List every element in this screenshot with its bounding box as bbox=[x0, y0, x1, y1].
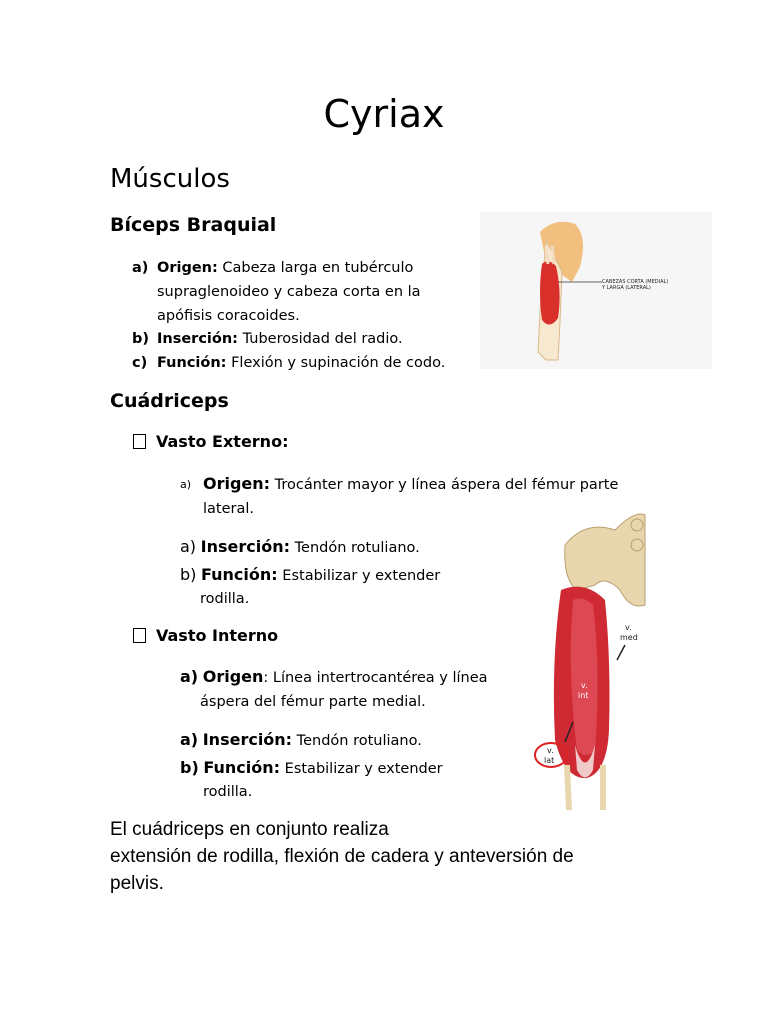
vasto-interno-label: Vasto Interno bbox=[156, 626, 279, 645]
list-marker: a) bbox=[180, 667, 199, 686]
biceps-funcion-item bbox=[132, 351, 147, 375]
item-text: supraglenoideo y cabeza corta en la bbox=[157, 284, 421, 300]
figure-label: lat bbox=[544, 756, 555, 765]
vasto-externo-funcion-cont: rodilla. bbox=[200, 591, 250, 607]
biceps-insercion-item bbox=[132, 327, 149, 351]
item-text: Tendón rotuliano. bbox=[292, 733, 422, 749]
list-marker: c) bbox=[132, 355, 148, 371]
vasto-interno-funcion bbox=[180, 756, 443, 781]
biceps-heading: Bíceps Braquial bbox=[110, 214, 277, 236]
figure-label: med bbox=[620, 633, 638, 642]
vasto-externo-insercion bbox=[180, 535, 420, 560]
biceps-illustration bbox=[480, 212, 712, 369]
vasto-externo-funcion bbox=[180, 563, 440, 588]
list-marker: a) bbox=[180, 537, 197, 556]
item-text: Estabilizar y extender bbox=[277, 568, 441, 584]
biceps-funcion-text bbox=[157, 351, 445, 375]
vasto-interno-origen-cont: áspera del fémur parte medial. bbox=[200, 694, 426, 710]
page-title: Cyriax bbox=[323, 92, 445, 136]
cuadriceps-illustration bbox=[525, 510, 647, 822]
vasto-interno-heading bbox=[133, 626, 278, 645]
item-text: Estabilizar y extender bbox=[280, 761, 443, 777]
summary-line: extensión de rodilla, flexión de cadera y anteversión de bbox=[110, 846, 574, 867]
figure-label: v. bbox=[581, 681, 588, 690]
biceps-origen-item bbox=[132, 256, 148, 280]
biceps-figure-label: CABEZAS CORTA (MEDIAL) bbox=[602, 279, 669, 285]
item-text: : Línea intertrocantérea y línea bbox=[263, 670, 488, 686]
item-text: apófisis coracoides. bbox=[157, 308, 300, 324]
biceps-origen-text bbox=[157, 256, 421, 328]
item-text: Tuberosidad del radio. bbox=[237, 331, 403, 347]
checkbox-icon bbox=[133, 434, 146, 449]
item-text: Flexión y supinación de codo. bbox=[226, 355, 446, 371]
item-label: Inserción: bbox=[157, 331, 238, 347]
biceps-insercion-text bbox=[157, 327, 403, 351]
item-label: Inserción: bbox=[200, 537, 291, 556]
list-marker: b) bbox=[180, 758, 199, 777]
item-text: Trocánter mayor y línea áspera del fémur parte bbox=[270, 477, 619, 493]
figure-label: v. bbox=[625, 623, 632, 632]
biceps-figure-label: Y LARGA (LATERAL) bbox=[602, 285, 651, 291]
item-label: Origen: bbox=[157, 260, 218, 276]
list-marker: a) bbox=[180, 478, 192, 491]
summary-paragraph bbox=[110, 816, 574, 897]
summary-line: pelvis. bbox=[110, 873, 164, 894]
cuadriceps-heading: Cuádriceps bbox=[110, 390, 229, 412]
vasto-interno-origen bbox=[180, 665, 488, 690]
figure-label: v. bbox=[547, 746, 554, 755]
vasto-externo-heading bbox=[133, 432, 288, 451]
vasto-externo-label: Vasto Externo: bbox=[156, 432, 289, 451]
summary-line: El cuádriceps en conjunto realiza bbox=[110, 819, 389, 840]
item-text: Cabeza larga en tubérculo bbox=[217, 260, 414, 276]
list-marker: a) bbox=[180, 730, 199, 749]
section-heading: Músculos bbox=[110, 164, 230, 194]
item-label: Función: bbox=[157, 355, 227, 371]
figure-label: int bbox=[578, 691, 589, 700]
list-marker: b) bbox=[180, 565, 197, 584]
item-text: Tendón rotuliano. bbox=[290, 540, 420, 556]
item-label: Función: bbox=[203, 758, 281, 777]
item-label: Origen bbox=[202, 667, 264, 686]
item-label: Inserción: bbox=[202, 730, 293, 749]
item-text: lateral. bbox=[203, 501, 255, 517]
checkbox-icon bbox=[133, 628, 146, 643]
item-label: Función: bbox=[201, 565, 278, 584]
vasto-interno-funcion-cont: rodilla. bbox=[203, 784, 253, 800]
vasto-interno-insercion bbox=[180, 728, 422, 753]
item-label: Origen: bbox=[203, 474, 271, 493]
list-marker: a) bbox=[132, 260, 149, 276]
list-marker: b) bbox=[132, 331, 150, 347]
